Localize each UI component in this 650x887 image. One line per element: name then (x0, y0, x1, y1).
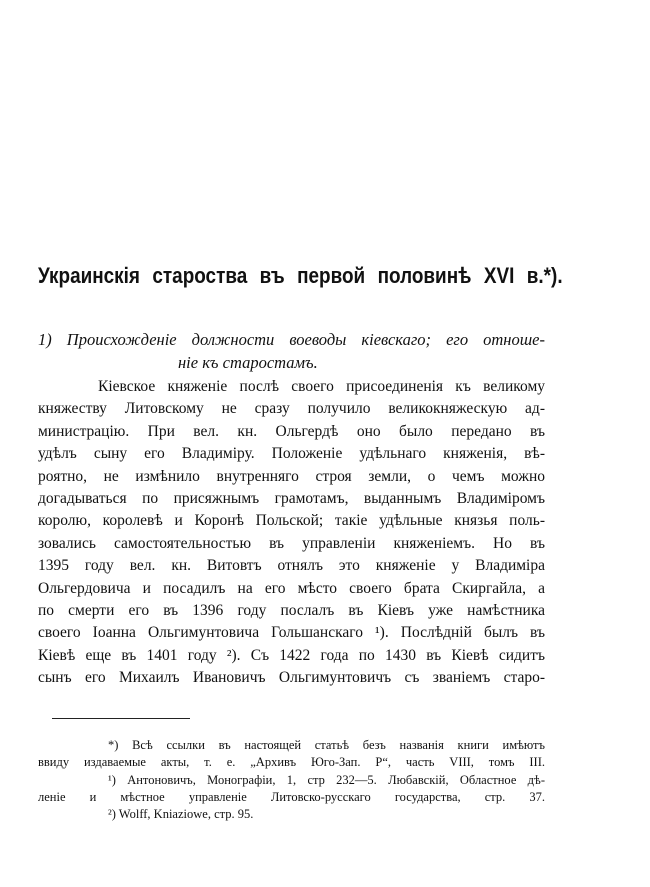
footnote-line: леніе и мѣстное управленіе Литовско-русскаго государства, стр. 37. (38, 790, 545, 804)
body-line: по смерти его въ 1396 году послалъ въ Кіевъ уже намѣстника (38, 602, 545, 619)
body-line: роятно, не измѣнило внутренняго строя земли, о чемъ можно (38, 467, 545, 485)
section-heading-line-2: ніе къ старостамъ. (178, 353, 318, 372)
body-line: зовались самостоятельностью въ управленіи княженіемъ. Но въ (38, 534, 545, 552)
article-title: Украинскія староства въ первой половинѣ XVI в.*). (38, 263, 563, 288)
body-line: своего Іоанна Ольгимунтовича Гольшанскаго ¹). Послѣдній былъ въ (38, 624, 545, 642)
body-line: сынъ его Михаилъ Ивановичъ Ольгимунтовичъ съ званіемъ старо- (38, 669, 545, 687)
body-line: Кіевѣ еще въ 1401 году ²). Съ 1422 года по 1430 въ Кіевѣ сидитъ (38, 646, 545, 664)
footnote-line: *) Всѣ ссылки въ настоящей статьѣ безъ названія книги имѣютъ (108, 738, 545, 752)
body-line: догадываться по присяжнымъ грамотамъ, выданнымъ Владиміромъ (38, 490, 545, 507)
body-line: министрацію. При вел. кн. Ольгердѣ оно было передано въ (38, 422, 545, 440)
footnote-line: ввиду издаваемые акты, т. е. „Архивъ Юго-Зап. Р“, часть VIII, томъ III. (38, 755, 545, 769)
footnote-line: ¹) Антоновичъ, Монографіи, 1, стр 232—5. Любавскій, Областное дѣ- (108, 773, 545, 787)
section-heading-line-1: 1) Происхожденіе должности воеводы кіевскаго; его отноше- (38, 330, 545, 349)
body-line: княжеству Литовскому не сразу получило великокняжескую ад- (38, 400, 545, 418)
body-line: 1395 году вел. кн. Витовтъ отнялъ это княженіе у Владиміра (38, 557, 545, 575)
body-line: удѣлъ сыну его Владиміру. Положеніе удѣльнаго княженія, вѣ- (38, 445, 545, 463)
body-line: Ольгердовича и посадилъ на его мѣсто своего брата Скиргайла, а (38, 579, 545, 597)
body-line: Кіевское княженіе послѣ своего присоединенія къ великому (98, 378, 545, 395)
footnote-divider (52, 718, 190, 719)
footnote-line: ²) Wolff, Kniaziowe, стр. 95. (108, 807, 254, 821)
body-line: королю, королевѣ и Коронѣ Польской; такіе удѣльные князья поль- (38, 512, 545, 530)
